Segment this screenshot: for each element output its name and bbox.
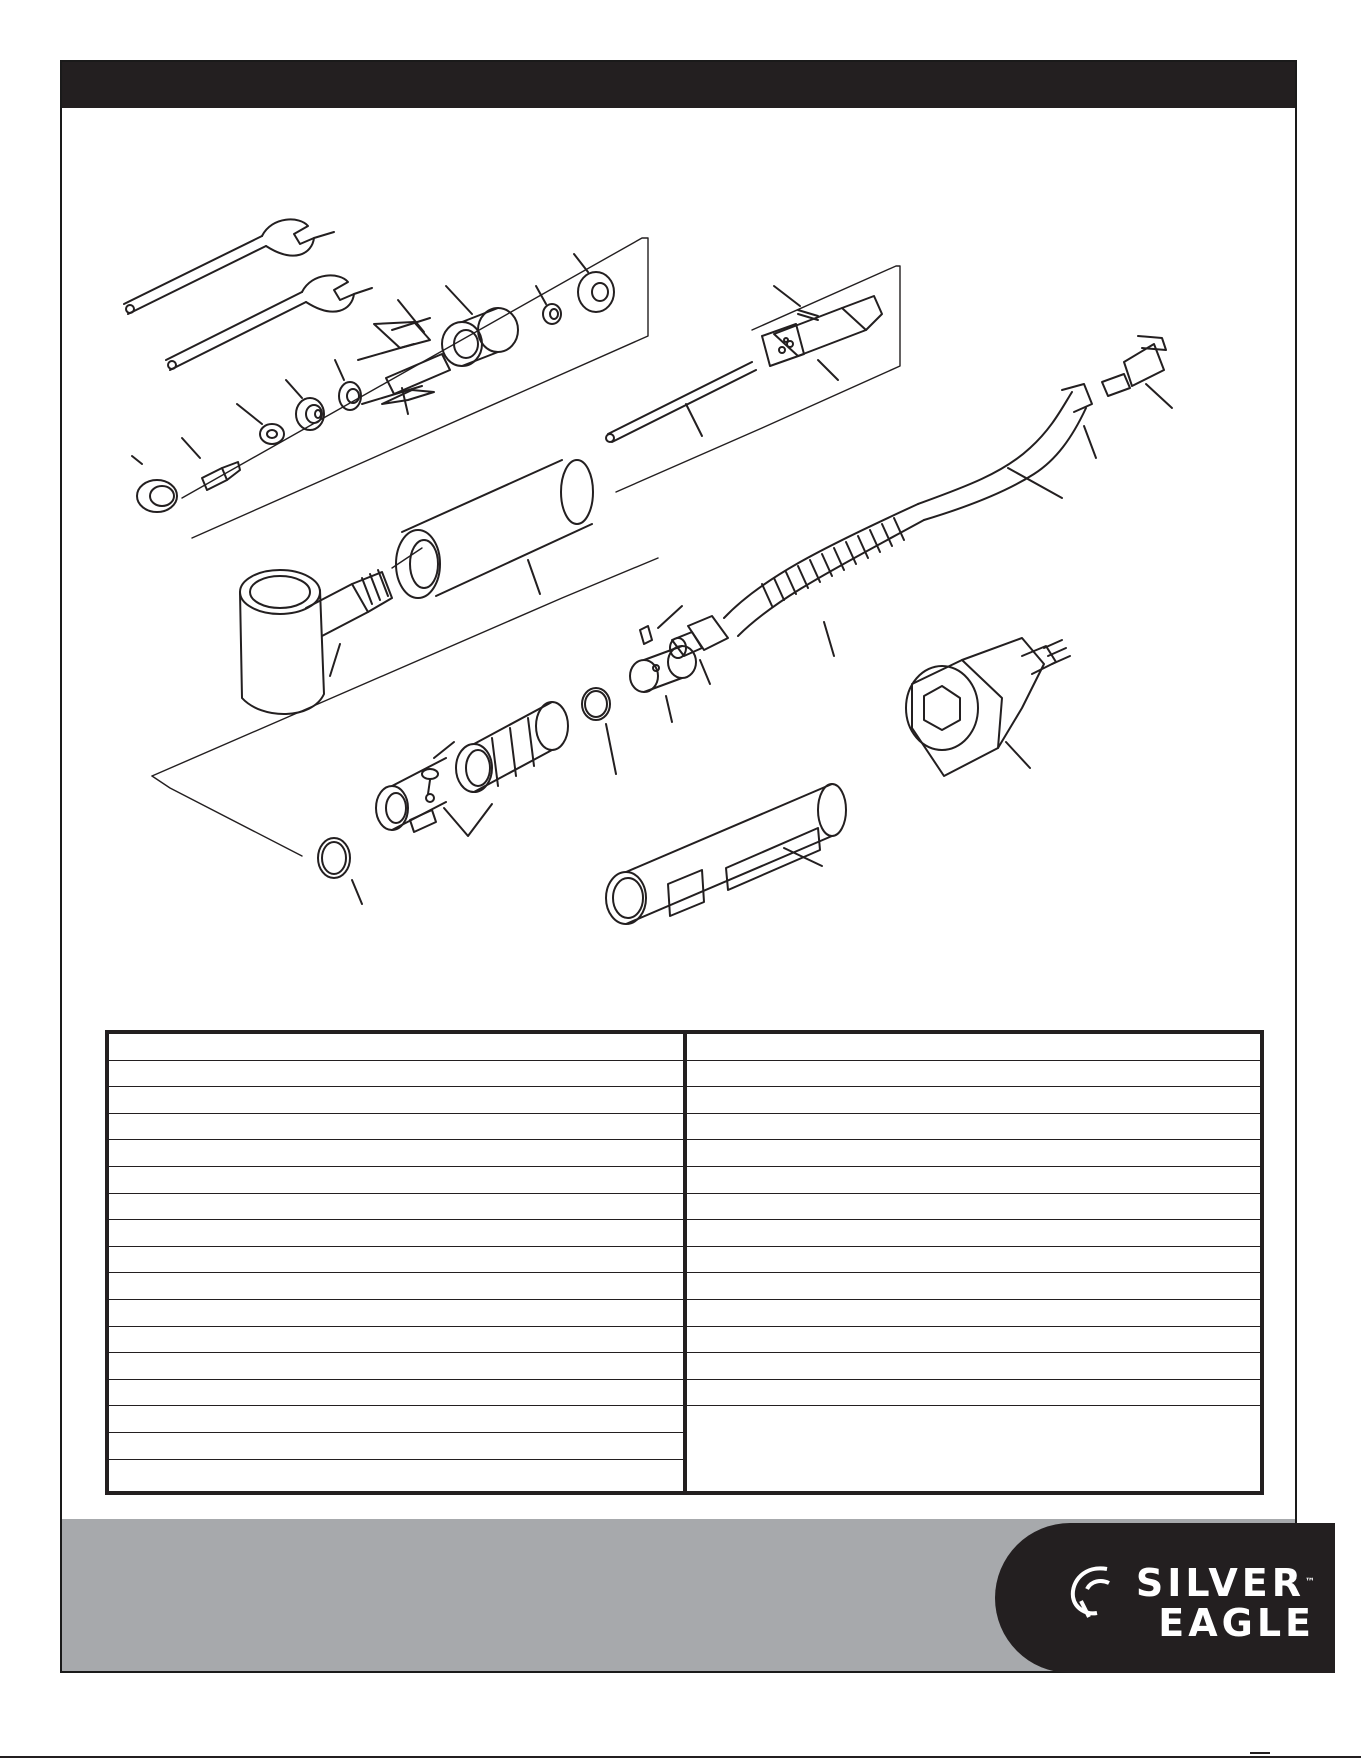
table-row (687, 1300, 1261, 1327)
footer-band (62, 1519, 1315, 1671)
table-row (109, 1194, 683, 1221)
rotor (358, 300, 450, 414)
logo-word-silver: SILVER (1135, 1561, 1305, 1605)
table-row (109, 1273, 683, 1300)
table-row (687, 1061, 1261, 1088)
wrench-part-a (124, 219, 334, 314)
bearing-spacer (335, 360, 361, 410)
air-coupler (1102, 336, 1172, 408)
valve-body (762, 296, 882, 380)
table-row (109, 1114, 683, 1141)
table-row (687, 1140, 1261, 1167)
brand-logo (995, 1523, 1335, 1673)
header-bar (62, 62, 1295, 108)
table-row (109, 1406, 683, 1433)
table-row (109, 1061, 683, 1088)
table-row (687, 1273, 1261, 1300)
air-hose (918, 384, 1096, 520)
table-row (109, 1140, 683, 1167)
eagle-head-icon (1067, 1561, 1117, 1621)
table-row (687, 1220, 1261, 1247)
logo-word-eagle: EAGLE (1158, 1601, 1315, 1645)
table-row (109, 1353, 683, 1380)
table-row (687, 1087, 1261, 1114)
table-row (109, 1034, 683, 1061)
o-ring-small (318, 838, 362, 904)
corrugated-hose (724, 504, 924, 656)
table-row (687, 1247, 1261, 1274)
coupling-sleeve (630, 646, 696, 722)
parts-table-left-column (109, 1034, 687, 1491)
bearing-front (286, 380, 324, 430)
cylinder (442, 286, 518, 366)
table-row (687, 1380, 1261, 1407)
table-row (687, 1327, 1261, 1354)
washer (237, 404, 284, 444)
wrench-part-b (166, 275, 372, 370)
table-row (109, 1247, 683, 1274)
trademark-mark: ™ (1305, 1577, 1315, 1588)
page-frame (60, 60, 1315, 1673)
muffler (456, 702, 568, 792)
o-ring-large (582, 688, 616, 774)
hose-fitting (670, 616, 728, 684)
parts-table (105, 1030, 1264, 1495)
table-row (687, 1353, 1261, 1380)
table-row (687, 1194, 1261, 1221)
table-row (687, 1034, 1261, 1061)
table-row (109, 1220, 683, 1247)
exhaust-deflector (376, 742, 492, 836)
collet-nut (132, 456, 177, 512)
table-row (109, 1087, 683, 1114)
table-row (109, 1380, 683, 1407)
parts-table-right-column (687, 1034, 1261, 1491)
page-marker (1250, 1752, 1270, 1754)
table-row (109, 1167, 683, 1194)
angle-housing (240, 570, 392, 714)
table-row (109, 1300, 683, 1327)
table-row (687, 1167, 1261, 1194)
table-row (109, 1460, 683, 1487)
page-bottom-rule (0, 1756, 1361, 1758)
bearing-rear (536, 286, 561, 324)
exploded-parts-diagram (62, 108, 1295, 1058)
end-plate (574, 254, 614, 312)
main-housing (396, 460, 593, 598)
grip-sleeve (606, 784, 846, 924)
table-row (109, 1327, 683, 1354)
table-row (687, 1114, 1261, 1141)
table-row (109, 1433, 683, 1460)
push-rod (606, 362, 756, 442)
regulator (906, 638, 1070, 776)
